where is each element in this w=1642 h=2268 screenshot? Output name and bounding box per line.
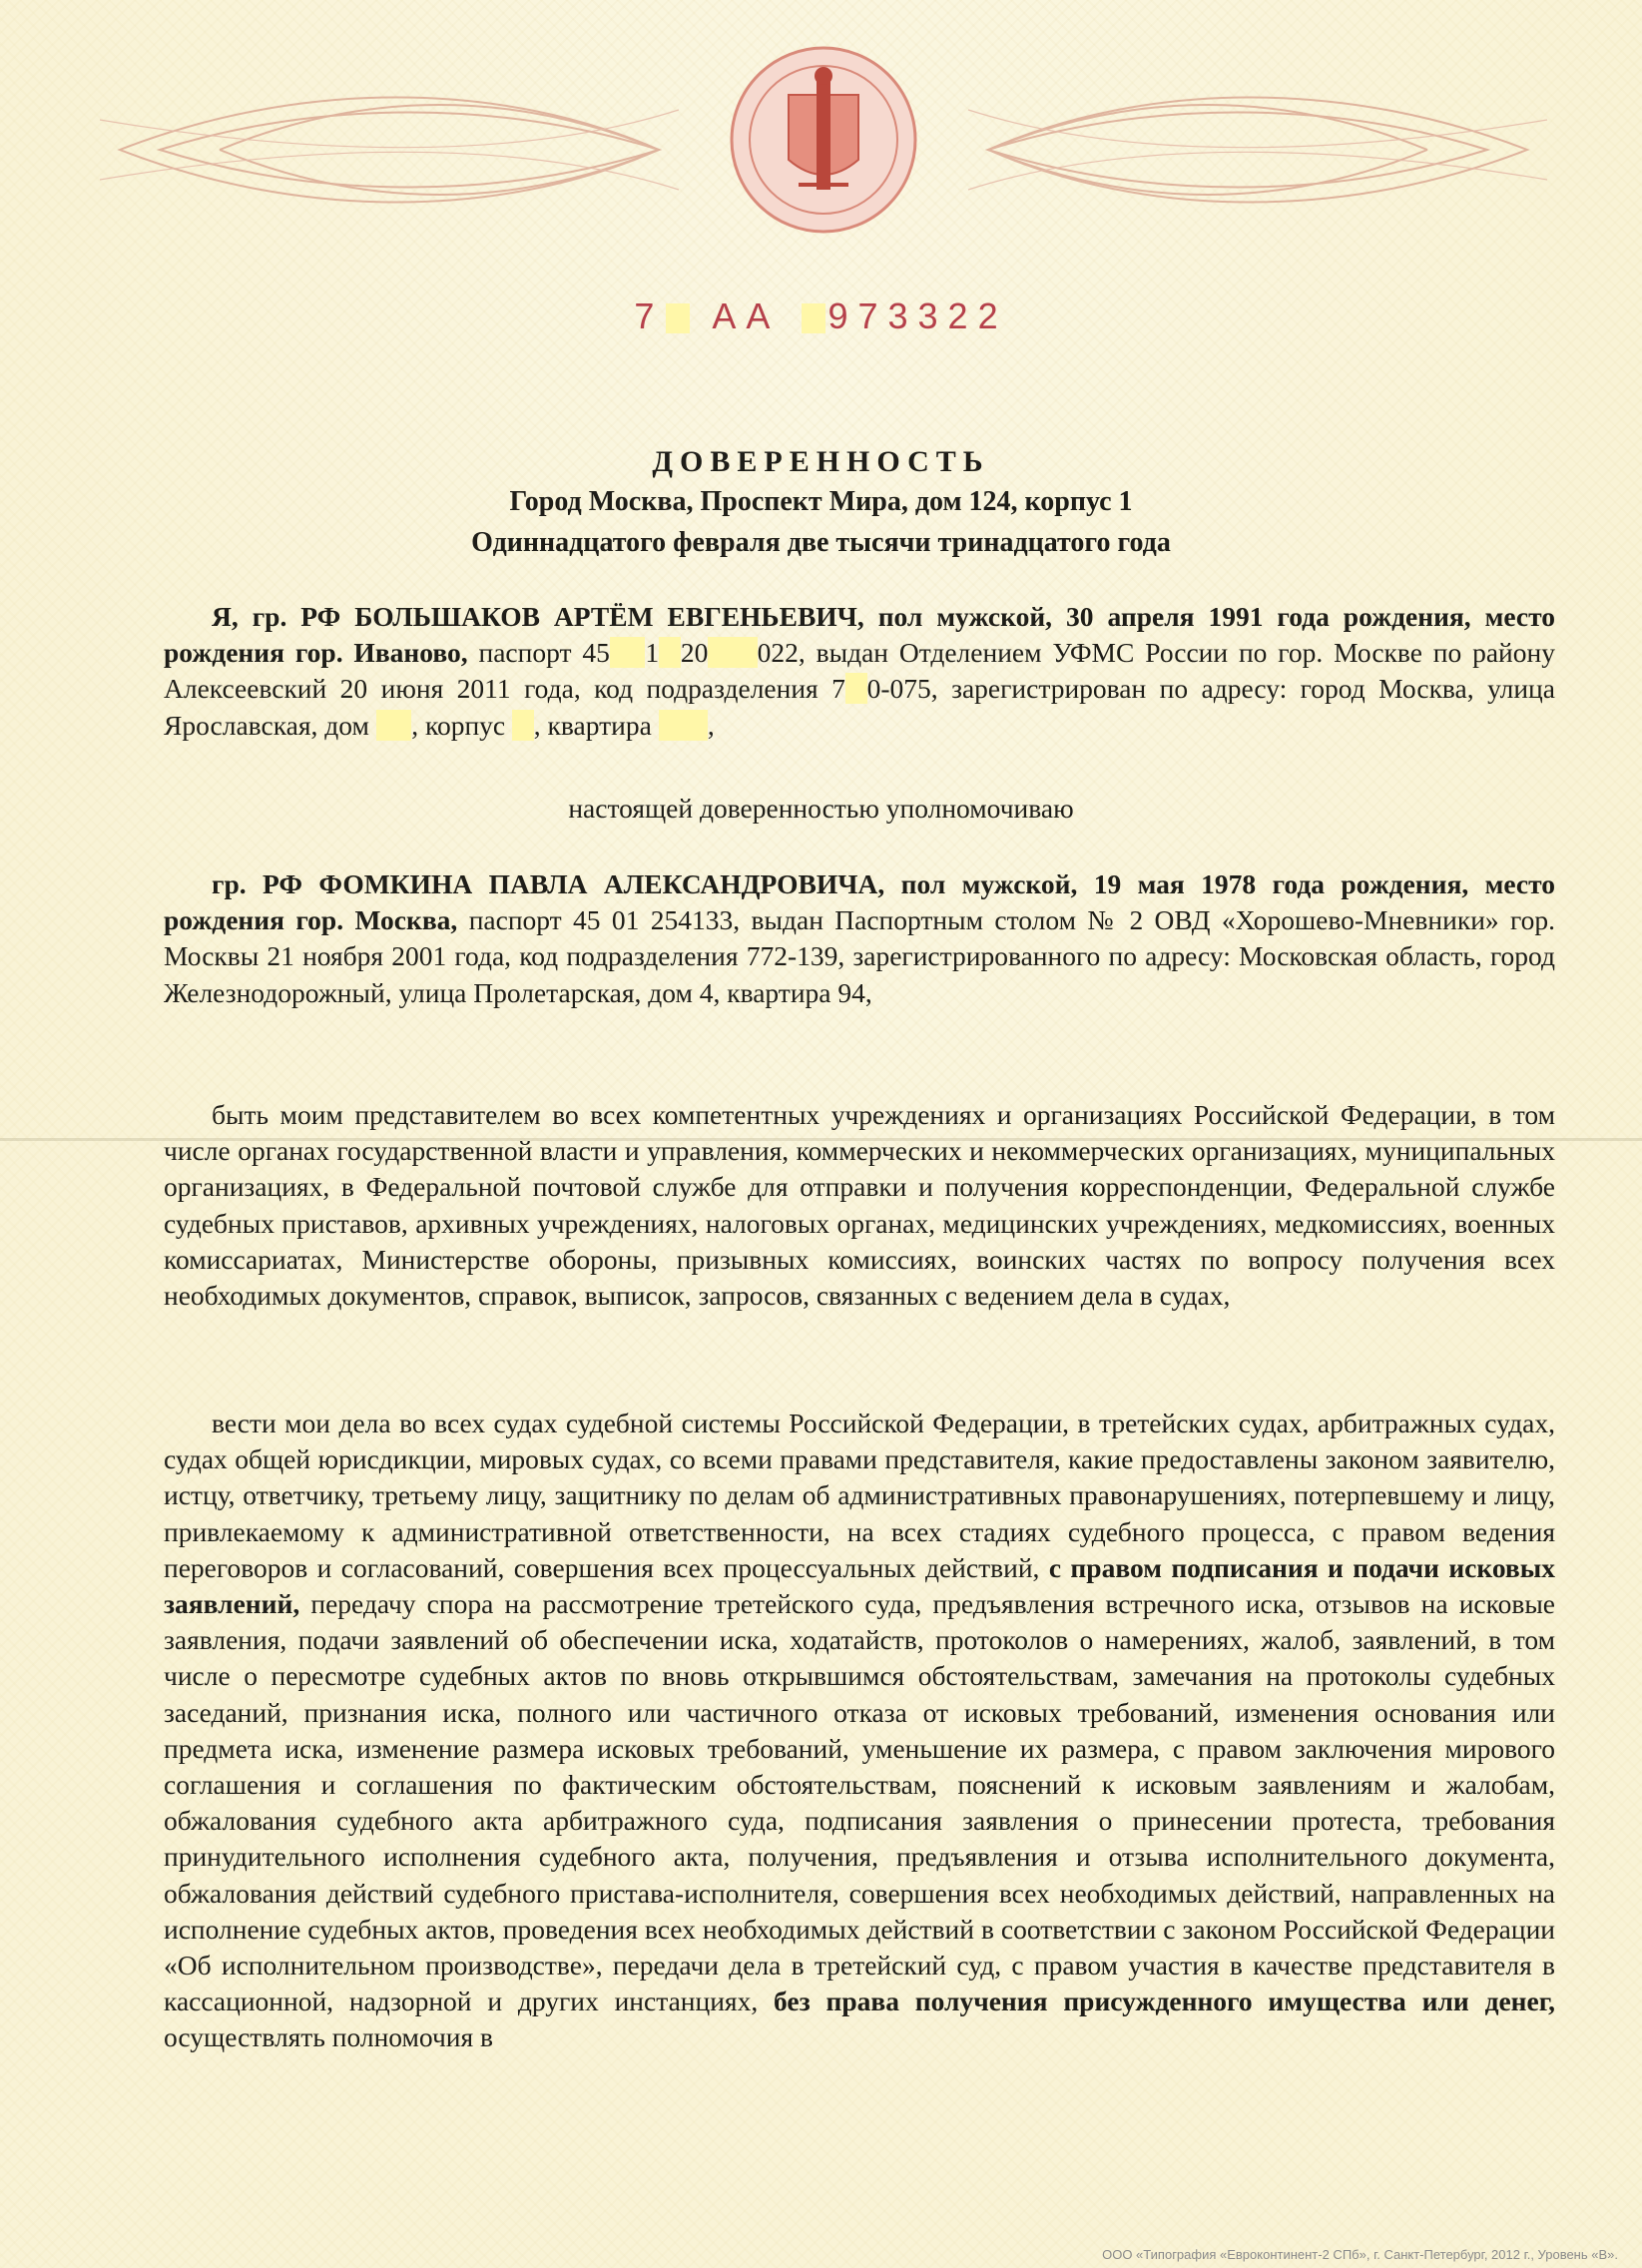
agent-details: паспорт 45 01 254133, выдан Паспортным столом № 2 ОВД «Хорошево-Мневники» гор. Москвы 21 ноября 2001 года, код подразделения 772-139, зарегистрированного по адресу: Московская область, город Железнодорожный, улица Пролетарская, дом 4, квартира 94, <box>164 904 1556 1008</box>
agent-paragraph <box>164 866 1555 1011</box>
principal-birth: пол мужской, 30 апреля 1991 года рождения, место рождения гор. Иваново, <box>164 601 1556 669</box>
document-title: ДОВЕРЕННОСТЬ <box>652 445 990 478</box>
serial-series-a: 7 <box>634 295 665 336</box>
authorization-line: настоящей доверенностью уполномочиваю <box>568 793 1074 824</box>
form-serial-number <box>0 295 1642 337</box>
principal-name: Я, гр. РФ БОЛЬШАКОВ АРТЁМ ЕВГЕНЬЕВИЧ, <box>212 601 864 632</box>
guilloche-header-ornament <box>100 40 1547 260</box>
printer-footer: ООО «Типография «Евроконтинент-2 СПб», г. Санкт-Петербург, 2012 г., Уровень «В». <box>1102 2247 1618 2262</box>
principal-paragraph: Я, гр. РФ БОЛЬШАКОВ АРТЁМ ЕВГЕНЬЕВИЧ, пол мужской, 30 апреля 1991 года рождения, место рождения гор. Иваново, паспорт 45 1 20 022, выдан Отделением УФМС России по гор. Москве по району Алексеевский 20 июня 2011 года, код подразделения 7 0-075, зарегистрирован по адресу: город Москва, улица Ярославская, дом , корпус , квартира , <box>164 601 1556 741</box>
powers-paragraph-2: вести мои дела во всех судах судебной системы Российской Федерации, в третейских судах, арбитражных судах, судах общей юрисдикции, мировых судах, со всеми правами представителя, какие предоставлены законом заявителю, истцу, ответчику, третьему лицу, защитнику по делам об административных правонарушениях, потерпевшему и лицу, привлекаемому к административной ответственности, на всех стадиях судебного процесса, с правом ведения переговоров и согласований, совершения всех процессуальных действий, с правом подписания и подачи исковых заявлений, передачу спора на рассмотрение третейского суда, предъявления встречного иска, отзывов на исковые заявления, подачи заявлений об обеспечении иска, ходатайств, протоколов о намерениях, жалоб, заявлений, в том числе о пересмотре судебных актов по вновь открывшимся обстоятельствам, замечания на протоколы судебных заседаний, признания иска, полного или частичного отказа от исковых требований, изменения основания или предмета иска, изменение размера исковых требований, уменьшение их размера, с правом заключения мирового соглашения и соглашения по фактическим обстоятельствам, пояснений к исковым заявлениям и жалобам, обжалования судебного акта арбитражного суда, подписания заявления о принесении протеста, требования принудительного исполнения судебного акта, получения, предъявления и отзыва исполнительного документа, обжалования действий судебного пристава-исполнителя, совершения всех необходимых действий, направленных на исполнение судебных актов, проведения всех необходимых действий в соответствии с законом Российской Федерации «Об исполнительном производстве», передачи дела в третейский суд, с правом участия в качестве представителя в кассационной, надзорной и других инстанциях, без права получения присужденного имущества или денег, осуществлять полномочия в <box>164 1408 1556 2053</box>
powers-sign-claims: с правом подписания и подачи исковых заявлений, <box>164 1551 1556 1620</box>
powers-no-money: без права получения присужденного имущества или денег, <box>774 1985 1555 2017</box>
document-date: Одиннадцатого февраля две тысячи тринадцатого года <box>471 527 1171 558</box>
serial-number: 973322 <box>827 295 1008 336</box>
notary-seal-icon <box>732 48 915 232</box>
agent-name: гр. РФ ФОМКИНА ПАВЛА АЛЕКСАНДРОВИЧА, пол мужской, 19 мая 1978 года рождения, место рождения гор. Москва, <box>164 868 1555 936</box>
document-place: Город Москва, Проспект Мира, дом 124, корпус 1 <box>509 486 1133 517</box>
powers-paragraph-1: быть моим представителем во всех компетентных учреждениях и организациях Российской Федерации, в том числе органах государственной власти и управления, коммерческих и некоммерческих организациях, муниципальных организациях, в Федеральной почтовой службе для отправки и получения корреспонденции, Федеральной службе судебных приставов, архивных учреждениях, налоговых органах, медицинских учреждениях, медкомиссиях, военных комиссариатах, Министерстве обороны, призывных комиссиях, воинских частях по вопросу получения всех необходимых документов, справок, выписок, запросов, связанных с ведением дела в судах, <box>164 1099 1555 1312</box>
serial-series-b: АА <box>712 295 781 336</box>
